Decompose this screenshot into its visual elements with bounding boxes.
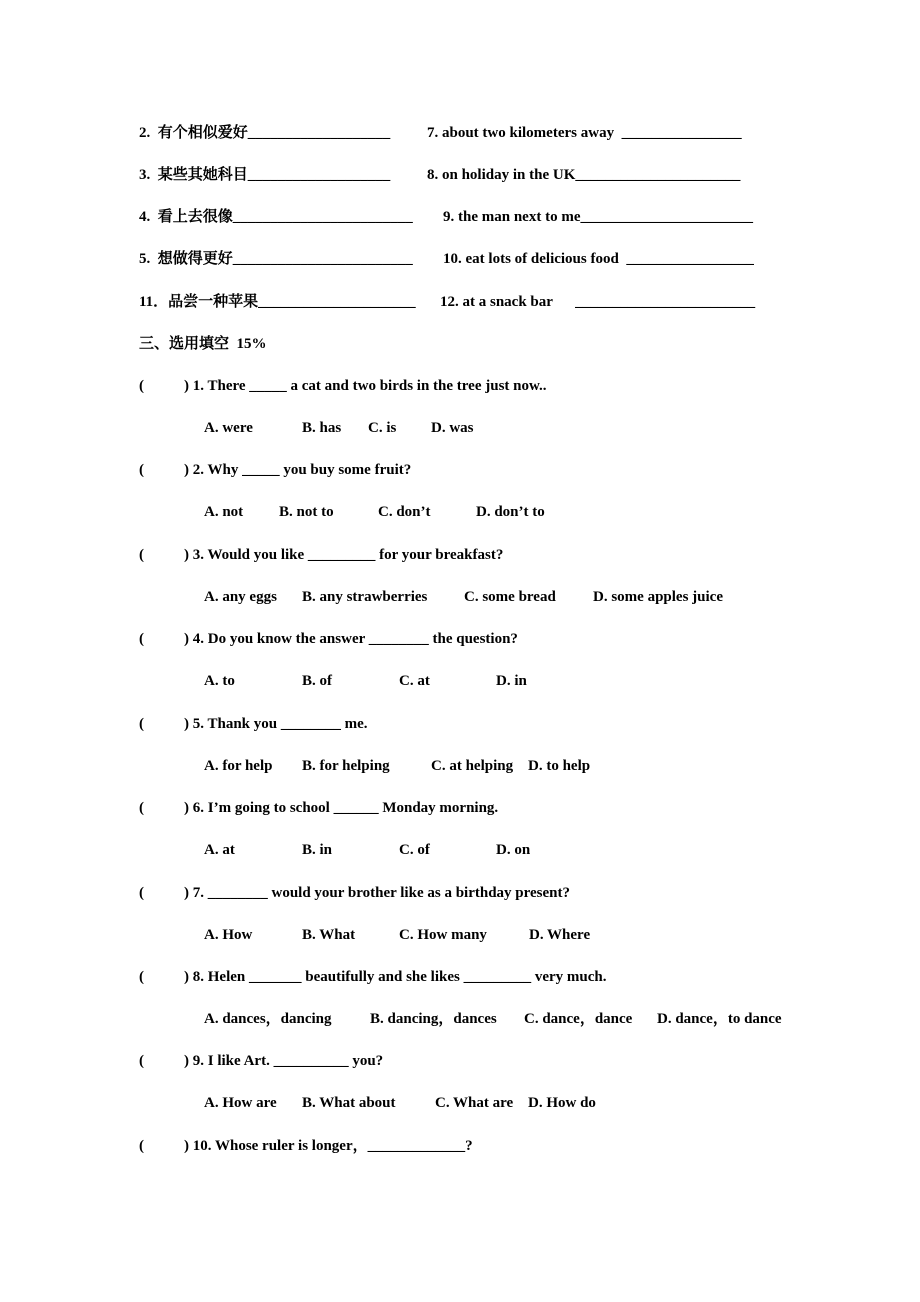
question-stem: ) 2. Why _____ you buy some fruit? xyxy=(184,462,412,478)
option-d: D. was xyxy=(431,420,474,436)
option-c: C. How many xyxy=(399,927,487,943)
vocab-row-left: 2. 有个相似爱好___________________ xyxy=(139,125,391,141)
vocab-row-right: 8. on holiday in the UK______________________ xyxy=(427,167,741,183)
option-a: A. were xyxy=(204,420,253,436)
option-b: B. dancing，dances xyxy=(370,1011,497,1027)
option-d: D. in xyxy=(496,673,527,689)
vocab-row-right: 7. about two kilometers away ________________ xyxy=(427,125,742,141)
option-d: D. Where xyxy=(529,927,591,943)
vocab-row-left: 11．品尝一种苹果_____________________ xyxy=(139,294,416,310)
question-stem: ) 4. Do you know the answer ________ the question? xyxy=(184,631,518,647)
option-a: A. to xyxy=(204,673,235,689)
answer-paren: ( xyxy=(139,969,144,985)
question-stem: ) 10. Whose ruler is longer，_____________? xyxy=(184,1138,473,1154)
option-c: C. dance，dance xyxy=(524,1011,633,1027)
question-stem: ) 1. There _____ a cat and two birds in the tree just now.. xyxy=(184,378,547,394)
section-title: 三、选用填空 15% xyxy=(139,336,267,352)
option-a: A. How xyxy=(204,927,253,943)
option-d: D. How do xyxy=(528,1095,596,1111)
option-a: A. any eggs xyxy=(204,589,277,605)
option-b: B. has xyxy=(302,420,342,436)
option-d: D. some apples juice xyxy=(593,589,723,605)
option-c: C. of xyxy=(399,842,430,858)
option-d: D. dance，to dance xyxy=(657,1011,782,1027)
answer-paren: ( xyxy=(139,1053,144,1069)
option-c: C. at helping xyxy=(431,758,514,774)
question-stem: ) 3. Would you like _________ for your breakfast? xyxy=(184,547,504,563)
option-b: B. of xyxy=(302,673,332,689)
option-b: B. What about xyxy=(302,1095,396,1111)
vocab-row-right: 9. the man next to me_______________________ xyxy=(443,209,753,225)
vocab-row-left: 3. 某些其她科目___________________ xyxy=(139,167,391,183)
question-stem: ) 7. ________ would your brother like as a birthday present? xyxy=(184,885,571,901)
option-d: D. don’t to xyxy=(476,504,545,520)
question-stem: ) 9. I like Art. __________ you? xyxy=(184,1053,384,1069)
question-stem: ) 6. I’m going to school ______ Monday morning. xyxy=(184,800,499,816)
vocab-row-right: 12. at a snack bar ________________________ xyxy=(440,294,756,310)
option-a: A. not xyxy=(204,504,244,520)
option-a: A. How are xyxy=(204,1095,277,1111)
option-b: B. in xyxy=(302,842,333,858)
answer-paren: ( xyxy=(139,378,144,394)
option-d: D. to help xyxy=(528,758,591,774)
question-stem: ) 5. Thank you ________ me. xyxy=(184,716,368,732)
answer-paren: ( xyxy=(139,547,144,563)
option-c: C. some bread xyxy=(464,589,556,605)
option-b: B. not to xyxy=(279,504,334,520)
option-a: A. dances，dancing xyxy=(204,1011,332,1027)
option-b: B. for helping xyxy=(302,758,390,774)
vocab-row-left: 5. 想做得更好________________________ xyxy=(139,251,413,267)
answer-paren: ( xyxy=(139,800,144,816)
answer-paren: ( xyxy=(139,1138,144,1154)
option-c: C. What are xyxy=(435,1095,514,1111)
answer-paren: ( xyxy=(139,462,144,478)
option-d: D. on xyxy=(496,842,531,858)
option-b: B. any strawberries xyxy=(302,589,428,605)
option-a: A. at xyxy=(204,842,235,858)
question-stem: ) 8. Helen _______ beautifully and she likes _________ very much. xyxy=(184,969,607,985)
answer-paren: ( xyxy=(139,716,144,732)
option-b: B. What xyxy=(302,927,356,943)
option-c: C. don’t xyxy=(378,504,431,520)
answer-paren: ( xyxy=(139,631,144,647)
option-c: C. is xyxy=(368,420,397,436)
option-a: A. for help xyxy=(204,758,273,774)
vocab-row-right: 10. eat lots of delicious food _________________ xyxy=(443,251,754,267)
option-c: C. at xyxy=(399,673,430,689)
vocab-row-left: 4. 看上去很像________________________ xyxy=(139,209,413,225)
answer-paren: ( xyxy=(139,885,144,901)
